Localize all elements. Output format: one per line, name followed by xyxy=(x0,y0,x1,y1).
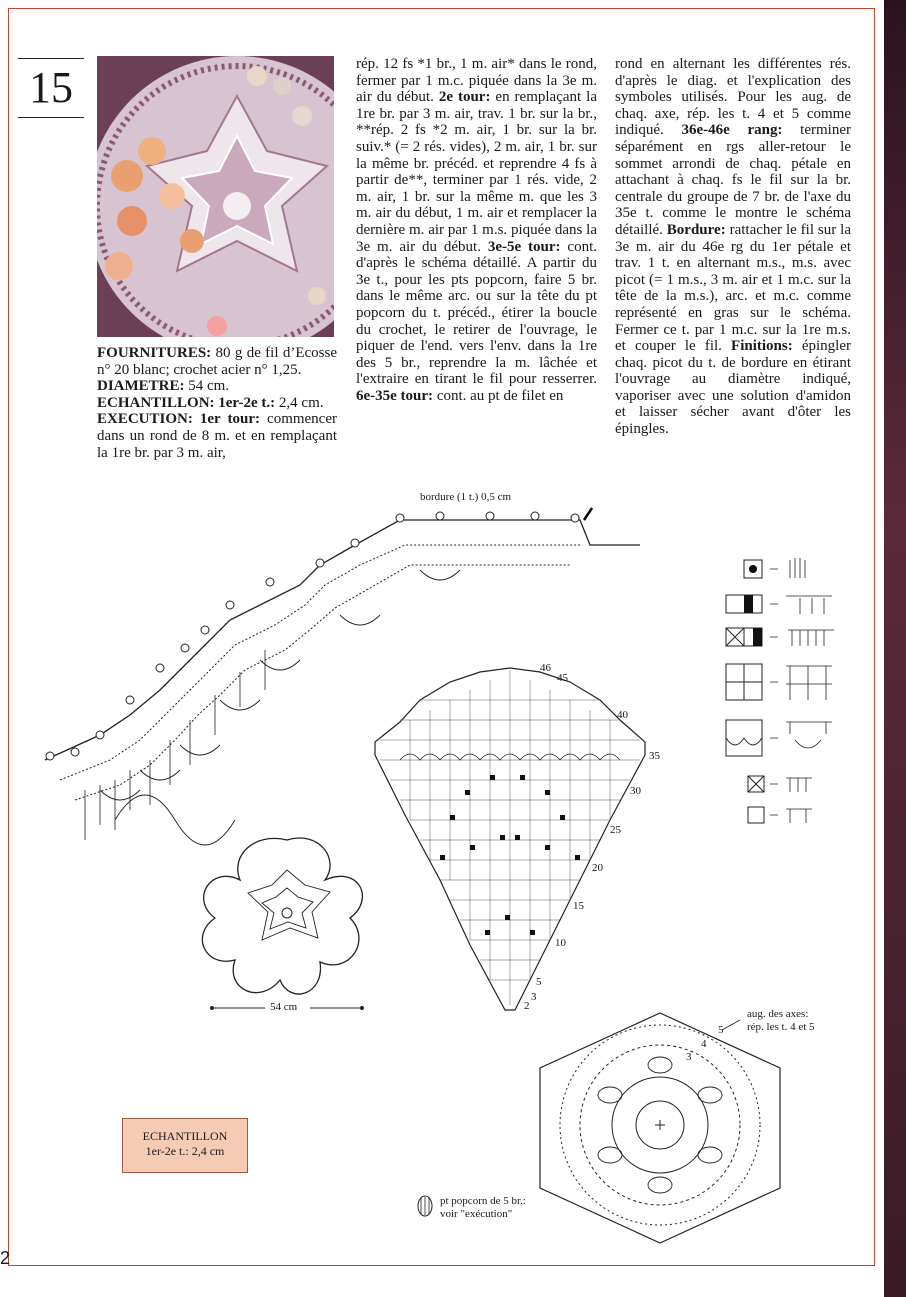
row-number-3: 3 xyxy=(531,991,537,1003)
aug-axes-label: aug. des axes: xyxy=(747,1008,809,1020)
col3-p1: rond en alternant les différentes rés. d'après le diag. et l'explication des symboles utilisés. Pour les aug. de chaq. axe, rép. les t. 4 et 5 comme indiqué. xyxy=(615,56,851,139)
row-number-15: 15 xyxy=(573,900,584,912)
fournitures-text: 80 g de fil d’Ecosse n° 20 blanc; crochet acier n° 1,25. xyxy=(97,345,337,378)
row-number-35: 35 xyxy=(649,750,660,762)
symbol-legend xyxy=(726,558,834,823)
bordure-label: Bordure: xyxy=(666,221,726,238)
col2-p1: rép. 12 fs *1 br., 1 m. air* dans le rond, fermer par 1 m.c. piquée dans la 3e m. air du début. xyxy=(356,56,597,106)
diametre-text: 54 cm. xyxy=(184,378,230,395)
aug-axes-repeat-label: rép. les t. 4 et 5 xyxy=(747,1021,815,1033)
echantillon-box xyxy=(122,1118,248,1173)
execution-label: EXECUTION: 1er tour: xyxy=(97,411,260,428)
echantillon-text: 2,4 cm. xyxy=(275,394,324,411)
col2-p3: cont. d'après le schéma détaillé. A partir du 3e t., pour les pts popcorn, faire 5 br. dans le même arc. ou sur la tête du pt popcorn du t. précéd., étirer la boucle du crochet, le retirer de l'ouvrage, le piquer de l'end. vers l'env. dans la 1re des 5 br., reprendre la m. lâchée et l'extraire en tirant le fil pour resserrer. xyxy=(356,238,597,388)
row-number-20: 20 xyxy=(592,862,603,874)
popcorn-label: pt popcorn de 5 br.: xyxy=(440,1195,526,1207)
bordure-diagram-label: bordure (1 t.) 0,5 cm xyxy=(420,491,512,503)
popcorn-symbol-icon xyxy=(418,1196,432,1216)
col3-p4: épingler chaq. picot du t. de bordure en étirant l'ouvrage au diamètre indiqué, vaporiser avec une solution d'amidon et laisser sécher avant d'ôter les épingles. xyxy=(615,338,851,438)
center-hexagon-chart xyxy=(540,1013,780,1243)
rang36-label: 36e-46e rang: xyxy=(681,122,783,139)
echantillon-box-value: 1er-2e t.: 2,4 cm xyxy=(145,1144,225,1158)
execution-text: commencer dans un rond de 8 m. et en remplaçant la 1re br. par 3 m. air, xyxy=(97,411,337,461)
hex-row-4: 4 xyxy=(701,1038,707,1050)
col3-p2: terminer séparément en rgs aller-retour le sommet arrondi de chaq. pétale en attachant à chaq. fs le fil sur la br. centrale du groupe de 7 br. de l'axe du 35e t. comme le montre le schéma détaillé. xyxy=(615,122,851,238)
tour6-label: 6e-35e tour: xyxy=(356,387,434,404)
row-number-45: 45 xyxy=(557,672,568,684)
petal-grid-chart xyxy=(375,668,645,1010)
page-number: 2 xyxy=(0,1248,11,1268)
hex-row-5: 5 xyxy=(718,1024,724,1036)
doily-outline-diagram xyxy=(202,838,363,1009)
pattern-number: 15 xyxy=(18,58,84,118)
row-number-30: 30 xyxy=(630,785,641,797)
echantillon-box-title: ECHANTILLON xyxy=(142,1129,228,1143)
fournitures-label: FOURNITURES: xyxy=(97,345,212,361)
tour3-label: 3e-5e tour: xyxy=(487,238,561,255)
row-number-5: 5 xyxy=(536,976,542,988)
diametre-label: DIAMETRE: xyxy=(97,378,185,395)
diameter-label: 54 cm xyxy=(270,1001,298,1013)
row-number-40: 40 xyxy=(617,709,628,721)
row-number-2: 2 xyxy=(524,1000,530,1012)
echantillon-label: ECHANTILLON: 1er-2e t.: xyxy=(97,394,276,411)
col3-p3: rattacher le fil sur la 3e m. air du 46e rg du 1er pétale et trav. 1 t. en alternant m.s., m.s. avec picot (= 1 m.s., 3 m. air et 1 m.c. sur la tête de la m.s.), arc. et m.c. comme représenté en gras sur le schéma. Fermer ce t. par 1 m.c. sur la 1re m.s. et couper le fil. xyxy=(615,221,851,355)
col2-p2: en remplaçant la 1re br. par 3 m. air, trav. 1 br. sur la br., **rép. 2 fs *2 m. air, 1 br. sur la br. suiv.* (= 2 rés. vides), 2 m. air, 1 br. sur la même br. précéd. et reprendre 4 fs à partir de**, terminer par 1 rés. vide, 2 m. air, 1 br. sur la même m. que les 3 m. air du début, 1 m. air et remplacer la dernière m. air par 1 m.s. piquée dans la 3e m. air du début. xyxy=(356,89,597,255)
tour2-label: 2e tour: xyxy=(438,89,491,106)
row-number-46: 46 xyxy=(540,662,551,674)
popcorn-ref-label: voir "exécution" xyxy=(440,1208,513,1220)
edge-detail-chart xyxy=(45,508,640,845)
row-number-10: 10 xyxy=(555,937,566,949)
hex-row-3: 3 xyxy=(686,1051,692,1063)
col2-p4: cont. au pt de filet en xyxy=(433,387,564,404)
finitions-label: Finitions: xyxy=(731,338,793,355)
row-number-25: 25 xyxy=(610,824,621,836)
